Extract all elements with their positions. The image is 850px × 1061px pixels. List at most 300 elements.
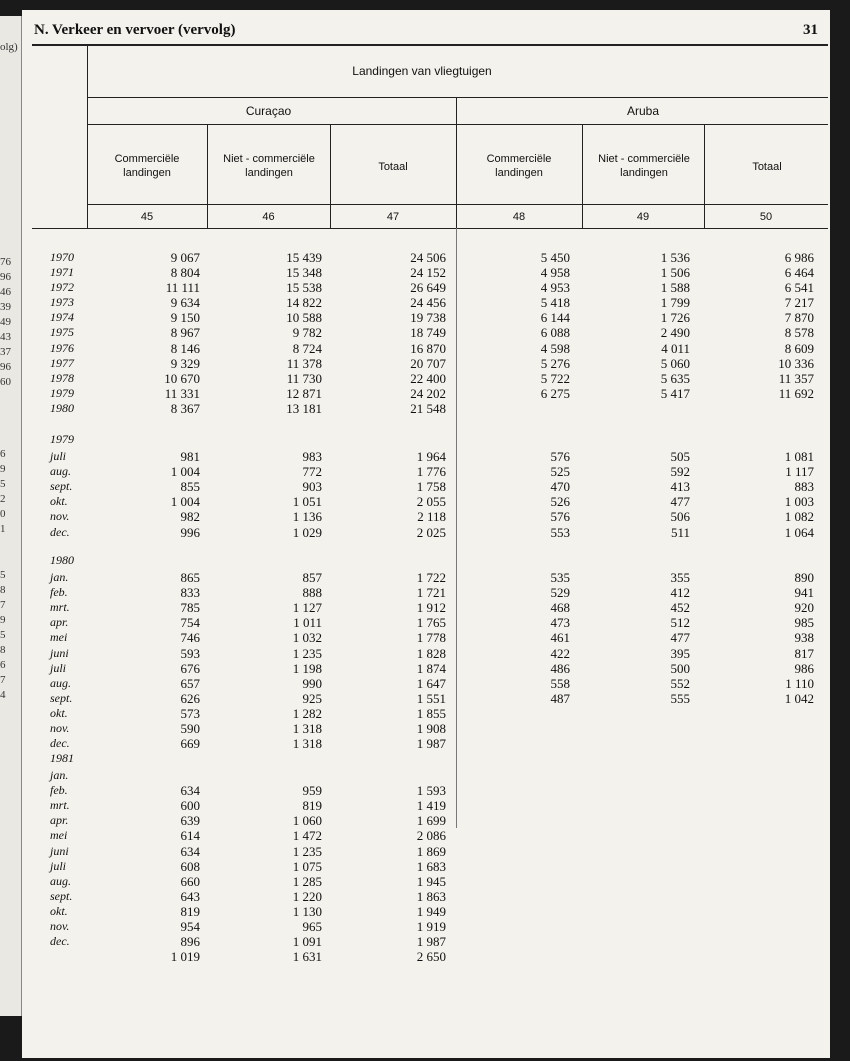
data-column — [212, 449, 322, 540]
table-cell: 8 146 — [170, 340, 200, 356]
row-label: dec. — [50, 934, 70, 949]
subgroup-rule — [87, 124, 828, 125]
table-cell: 21 548 — [410, 400, 446, 416]
table-cell: 590 — [180, 721, 200, 737]
table-cell: 15 348 — [286, 265, 322, 281]
table-cell: 903 — [302, 479, 322, 495]
group-curacao: Curaçao — [245, 104, 292, 118]
row-label: aug. — [50, 675, 71, 690]
table-cell: 1 082 — [784, 509, 814, 525]
table-cell: 10 588 — [286, 310, 322, 326]
header-bottom-rule — [32, 228, 828, 229]
page-number: 31 — [803, 22, 818, 38]
edge-fragment: 5 — [0, 569, 6, 581]
edge-fragment: 60 — [0, 376, 11, 388]
table-cell: 6 088 — [540, 325, 570, 341]
table-cell: 24 456 — [410, 295, 446, 311]
table-cell: 983 — [302, 449, 322, 465]
table-cell: 6 464 — [784, 265, 814, 281]
block-year-label: 1979 — [50, 432, 74, 446]
table-cell: 11 331 — [164, 385, 200, 401]
table-cell: 600 — [180, 798, 200, 814]
table-cell: 1 003 — [784, 494, 814, 510]
table-cell: 529 — [550, 585, 570, 601]
row-label: nov. — [50, 509, 70, 524]
table-cell: 1 285 — [292, 873, 322, 889]
table-cell: 8 967 — [170, 325, 200, 341]
col-number: 48 — [512, 211, 526, 223]
table-cell: 2 055 — [416, 494, 446, 510]
table-cell: 883 — [794, 479, 814, 495]
table-cell: 1 506 — [660, 265, 690, 281]
table-cell: 2 086 — [416, 828, 446, 844]
col-header: Commerciële landingen — [486, 153, 552, 179]
table-cell: 1 699 — [416, 813, 446, 829]
table-cell: 6 986 — [784, 250, 814, 265]
table-cell: 819 — [180, 903, 200, 919]
row-label: nov. — [50, 721, 70, 736]
table-cell: 817 — [794, 645, 814, 661]
table-cell: 1 919 — [416, 919, 446, 935]
previous-page-edge — [0, 16, 22, 1016]
col-header: Niet - commerciële landingen — [598, 153, 690, 179]
table-cell: 1 220 — [292, 888, 322, 904]
table-cell: 13 181 — [286, 400, 322, 416]
table-cell: 26 649 — [410, 280, 446, 296]
col-number: 45 — [140, 211, 154, 223]
table-cell: 634 — [180, 843, 200, 859]
col-number: 49 — [636, 211, 650, 223]
table-cell — [704, 736, 814, 751]
table-cell: 1 588 — [660, 280, 690, 296]
row-label: juni — [50, 843, 69, 858]
row-label: feb. — [50, 783, 68, 798]
table-cell: 2 650 — [416, 949, 446, 965]
col-header: Totaal — [752, 161, 782, 173]
row-label: juli — [50, 858, 67, 873]
table-cell: 20 707 — [410, 355, 446, 371]
table-cell: 1 419 — [416, 798, 446, 814]
table-cell: 1 551 — [416, 690, 446, 706]
table-cell: 11 111 — [165, 280, 200, 296]
table-cell: 1 091 — [292, 934, 322, 950]
table-cell: 15 538 — [286, 280, 322, 296]
table-cell: 1 032 — [292, 630, 322, 646]
edge-fragment: 4 — [0, 689, 6, 701]
table-cell: 1 945 — [416, 873, 446, 889]
table-cell: 1 060 — [292, 813, 322, 829]
table-cell: 5 450 — [540, 250, 570, 265]
table-cell: 11 692 — [778, 385, 814, 401]
table-cell: 2 490 — [660, 325, 690, 341]
table-cell: 1 011 — [293, 615, 322, 631]
table-cell: 925 — [302, 690, 322, 706]
table-cell: 982 — [180, 509, 200, 525]
block-year-label: 1981 — [50, 751, 74, 765]
table-cell: 5 417 — [660, 385, 690, 401]
data-column — [580, 570, 690, 751]
table-cell: 1 765 — [416, 615, 446, 631]
table-cell: 573 — [180, 705, 200, 721]
table-cell: 896 — [180, 934, 200, 950]
data-column — [336, 570, 446, 751]
table-cell: 920 — [794, 600, 814, 616]
table-cell: 1 964 — [416, 449, 446, 465]
table-cell: 614 — [180, 828, 200, 844]
table-cell: 18 749 — [410, 325, 446, 341]
edge-fragment: 5 — [0, 478, 6, 490]
table-cell: 865 — [180, 570, 200, 586]
table-cell: 7 870 — [784, 310, 814, 326]
table-cell: 11 357 — [778, 370, 814, 386]
table-cell: 1 235 — [292, 645, 322, 661]
top-rule — [32, 44, 828, 46]
col-number: 50 — [759, 211, 773, 223]
table-cell: 15 439 — [286, 250, 322, 265]
table-cell: 552 — [670, 675, 690, 691]
table-cell: 1 683 — [416, 858, 446, 874]
table-cell — [704, 706, 814, 721]
table-cell: 2 025 — [416, 524, 446, 540]
edge-fragment: 39 — [0, 301, 11, 313]
data-column — [460, 449, 570, 540]
table-cell: 452 — [670, 600, 690, 616]
table-cell: 833 — [180, 585, 200, 601]
table-cell: 1 869 — [416, 843, 446, 859]
table-cell: 941 — [794, 585, 814, 601]
table-cell: 525 — [550, 464, 570, 480]
table-cell: 5 418 — [540, 295, 570, 311]
data-column — [580, 449, 690, 540]
table-cell: 772 — [302, 464, 322, 480]
table-cell: 996 — [180, 524, 200, 540]
data-column — [212, 783, 322, 964]
table-cell: 576 — [550, 449, 570, 465]
col-number: 46 — [262, 211, 275, 223]
table-cell: 505 — [670, 449, 690, 465]
row-label: apr. — [50, 813, 69, 828]
table-cell: 1 912 — [416, 600, 446, 616]
table-cell: 9 634 — [170, 295, 200, 311]
row-labels — [50, 768, 94, 949]
table-cell: 5 722 — [540, 370, 570, 386]
table-cell: 477 — [670, 630, 690, 646]
data-column — [90, 250, 200, 416]
table-cell: 1 318 — [292, 721, 322, 737]
table-cell: 413 — [670, 479, 690, 495]
row-label: juli — [50, 660, 67, 675]
table-cell: 511 — [670, 524, 690, 540]
stub-divider — [87, 44, 88, 229]
table-cell: 1 042 — [784, 690, 814, 706]
table-cell: 1 075 — [292, 858, 322, 874]
edge-fragment: 8 — [0, 644, 6, 656]
table-cell: 7 217 — [784, 295, 814, 311]
table-cell: 1 318 — [292, 736, 322, 752]
table-cell: 412 — [670, 585, 690, 601]
table-cell: 985 — [794, 615, 814, 631]
table-cell: 8 367 — [170, 400, 200, 416]
table-cell: 22 400 — [410, 370, 446, 386]
edge-fragment: olg) — [0, 41, 18, 53]
table-cell: 1 647 — [416, 675, 446, 691]
table-cell: 1 051 — [292, 494, 322, 510]
table-cell: 592 — [670, 464, 690, 480]
edge-fragment: 7 — [0, 599, 6, 611]
table-cell: 8 724 — [292, 340, 322, 356]
table-cell: 1 198 — [292, 660, 322, 676]
row-label: feb. — [50, 585, 68, 600]
table-cell: 1 776 — [416, 464, 446, 480]
table-cell: 1 536 — [660, 250, 690, 265]
table-cell — [580, 721, 690, 736]
row-label: 1975 — [50, 325, 74, 340]
edge-fragment: 96 — [0, 271, 11, 283]
table-cell: 1 127 — [292, 600, 322, 616]
table-cell: 1 136 — [292, 509, 322, 525]
table-cell: 1 117 — [785, 464, 814, 480]
row-label: 1976 — [50, 340, 74, 355]
table-cell: 1 472 — [292, 828, 322, 844]
table-cell: 461 — [550, 630, 570, 646]
table-cell: 888 — [302, 585, 322, 601]
row-label: sept. — [50, 479, 73, 494]
row-label: nov. — [50, 919, 70, 934]
table-cell: 9 067 — [170, 250, 200, 265]
table-cell: 626 — [180, 690, 200, 706]
table-cell: 555 — [670, 690, 690, 706]
table-cell: 1 908 — [416, 721, 446, 737]
colnum-rule — [87, 204, 828, 205]
table-cell: 1 863 — [416, 888, 446, 904]
table-cell: 14 822 — [286, 295, 322, 311]
row-label: 1979 — [50, 385, 74, 400]
table-cell: 1 110 — [785, 675, 814, 691]
edge-fragment: 76 — [0, 256, 11, 268]
row-label: aug. — [50, 873, 71, 888]
table-cell: 938 — [794, 630, 814, 646]
edge-fragment: 43 — [0, 331, 11, 343]
row-label: 1980 — [50, 400, 74, 415]
data-column — [704, 570, 814, 751]
table-cell: 526 — [550, 494, 570, 510]
table-cell: 754 — [180, 615, 200, 631]
table-cell: 8 578 — [784, 325, 814, 341]
table-cell: 24 506 — [410, 250, 446, 265]
table-cell — [460, 706, 570, 721]
table-cell: 8 804 — [170, 265, 200, 281]
table-cell — [460, 721, 570, 736]
table-cell: 890 — [794, 570, 814, 586]
col-header: Totaal — [378, 161, 408, 173]
table-cell: 2 118 — [417, 509, 446, 525]
table-cell: 857 — [302, 570, 322, 586]
table-cell: 981 — [180, 449, 200, 465]
edge-fragment: 7 — [0, 674, 6, 686]
table-cell: 1 130 — [292, 903, 322, 919]
table-cell — [704, 721, 814, 736]
row-label: okt. — [50, 903, 68, 918]
row-labels — [50, 449, 94, 540]
group-aruba: Aruba — [626, 104, 660, 118]
edge-fragment: 1 — [0, 523, 6, 535]
table-cell: 1 019 — [170, 949, 200, 965]
table-cell: 1 778 — [416, 630, 446, 646]
edge-fragment: 8 — [0, 584, 6, 596]
row-label: sept. — [50, 690, 73, 705]
table-cell — [580, 401, 690, 416]
row-label: okt. — [50, 705, 68, 720]
table-cell: 512 — [670, 615, 690, 631]
table-cell: 608 — [180, 858, 200, 874]
table-cell: 1 758 — [416, 479, 446, 495]
edge-fragment: 37 — [0, 346, 11, 358]
table-cell: 593 — [180, 645, 200, 661]
table-cell: 486 — [550, 660, 570, 676]
row-labels — [50, 250, 94, 416]
data-column — [336, 449, 446, 540]
data-column — [212, 570, 322, 751]
table-cell: 676 — [180, 660, 200, 676]
table-cell: 1 828 — [416, 645, 446, 661]
table-cell: 1 064 — [784, 524, 814, 540]
table-cell: 643 — [180, 888, 200, 904]
table-cell: 16 870 — [410, 340, 446, 356]
row-label: mrt. — [50, 798, 70, 813]
row-label: 1973 — [50, 295, 74, 310]
row-label: mrt. — [50, 600, 70, 615]
table-cell: 639 — [180, 813, 200, 829]
table-cell: 634 — [180, 783, 200, 799]
table-cell: 1 235 — [292, 843, 322, 859]
data-column — [212, 250, 322, 416]
table-cell: 6 275 — [540, 385, 570, 401]
table-cell: 1 987 — [416, 736, 446, 752]
table-cell: 1 631 — [292, 949, 322, 965]
table-cell: 4 011 — [661, 340, 690, 356]
table-cell — [460, 401, 570, 416]
data-column — [90, 449, 200, 540]
table-heading: Landingen van vliegtuigen — [352, 64, 492, 78]
edge-fragment: 9 — [0, 463, 6, 475]
data-column — [580, 250, 690, 416]
table-cell: 468 — [550, 600, 570, 616]
row-labels — [50, 570, 94, 751]
data-column — [460, 570, 570, 751]
data-column — [336, 250, 446, 416]
table-cell: 12 871 — [286, 385, 322, 401]
table-cell: 10 670 — [164, 370, 200, 386]
table-cell: 19 738 — [410, 310, 446, 326]
row-label: juli — [50, 449, 67, 464]
table-cell: 959 — [302, 783, 322, 799]
table-cell: 1 874 — [416, 660, 446, 676]
table-cell: 473 — [550, 615, 570, 631]
document-page — [22, 10, 830, 1058]
table-cell: 395 — [670, 645, 690, 661]
table-cell: 1 722 — [416, 570, 446, 586]
data-column — [704, 250, 814, 416]
table-cell: 6 541 — [784, 280, 814, 296]
edge-fragment: 96 — [0, 361, 11, 373]
table-cell: 422 — [550, 645, 570, 661]
page-title: N. Verkeer en vervoer (vervolg) — [34, 22, 236, 38]
table-cell: 5 060 — [660, 355, 690, 371]
table-cell: 669 — [180, 736, 200, 752]
table-cell: 954 — [180, 919, 200, 935]
table-cell: 506 — [670, 509, 690, 525]
table-cell: 5 635 — [660, 370, 690, 386]
data-column — [704, 449, 814, 540]
table-cell: 1 081 — [784, 449, 814, 465]
table-cell: 11 378 — [286, 355, 322, 371]
group-rule — [87, 97, 828, 98]
table-cell: 9 329 — [170, 355, 200, 371]
row-label: jan. — [50, 768, 69, 783]
table-cell: 487 — [550, 690, 570, 706]
block-year-label: 1980 — [50, 553, 74, 567]
row-label: juni — [50, 645, 69, 660]
table-cell: 10 336 — [778, 355, 814, 371]
row-label: 1978 — [50, 370, 74, 385]
table-cell: 6 144 — [540, 310, 570, 326]
row-label: sept. — [50, 888, 73, 903]
row-label: mei — [50, 828, 68, 843]
table-cell: 9 150 — [170, 310, 200, 326]
table-cell: 1 726 — [660, 310, 690, 326]
table-cell — [460, 736, 570, 751]
table-cell: 9 782 — [292, 325, 322, 341]
table-cell — [704, 401, 814, 416]
table-cell: 660 — [180, 873, 200, 889]
table-cell: 965 — [302, 919, 322, 935]
table-cell: 855 — [180, 479, 200, 495]
table-cell: 535 — [550, 570, 570, 586]
table-cell: 477 — [670, 494, 690, 510]
table-cell: 558 — [550, 675, 570, 691]
table-cell: 470 — [550, 479, 570, 495]
table-cell: 1 004 — [170, 494, 200, 510]
edge-fragment: 0 — [0, 508, 6, 520]
row-label: aug. — [50, 464, 71, 479]
col-number: 47 — [386, 211, 400, 223]
table-cell: 11 730 — [286, 370, 322, 386]
table-cell: 1 855 — [416, 705, 446, 721]
table-cell: 1 282 — [292, 705, 322, 721]
edge-fragment: 6 — [0, 659, 6, 671]
table-cell: 1 949 — [416, 903, 446, 919]
table-cell: 1 004 — [170, 464, 200, 480]
table-cell: 990 — [302, 675, 322, 691]
table-cell: 576 — [550, 509, 570, 525]
row-label: jan. — [50, 570, 69, 585]
edge-fragment: 5 — [0, 629, 6, 641]
row-label: dec. — [50, 736, 70, 751]
col-header: Commerciële landingen — [114, 153, 180, 179]
row-label: okt. — [50, 494, 68, 509]
data-column — [90, 783, 200, 964]
table-cell: 819 — [302, 798, 322, 814]
row-label: 1971 — [50, 265, 74, 280]
table-cell: 1 029 — [292, 524, 322, 540]
table-cell: 8 609 — [784, 340, 814, 356]
table-cell: 746 — [180, 630, 200, 646]
row-label: 1977 — [50, 355, 74, 370]
table-cell: 4 953 — [540, 280, 570, 296]
edge-fragment: 9 — [0, 614, 6, 626]
row-label: 1972 — [50, 280, 74, 295]
table-cell: 785 — [180, 600, 200, 616]
